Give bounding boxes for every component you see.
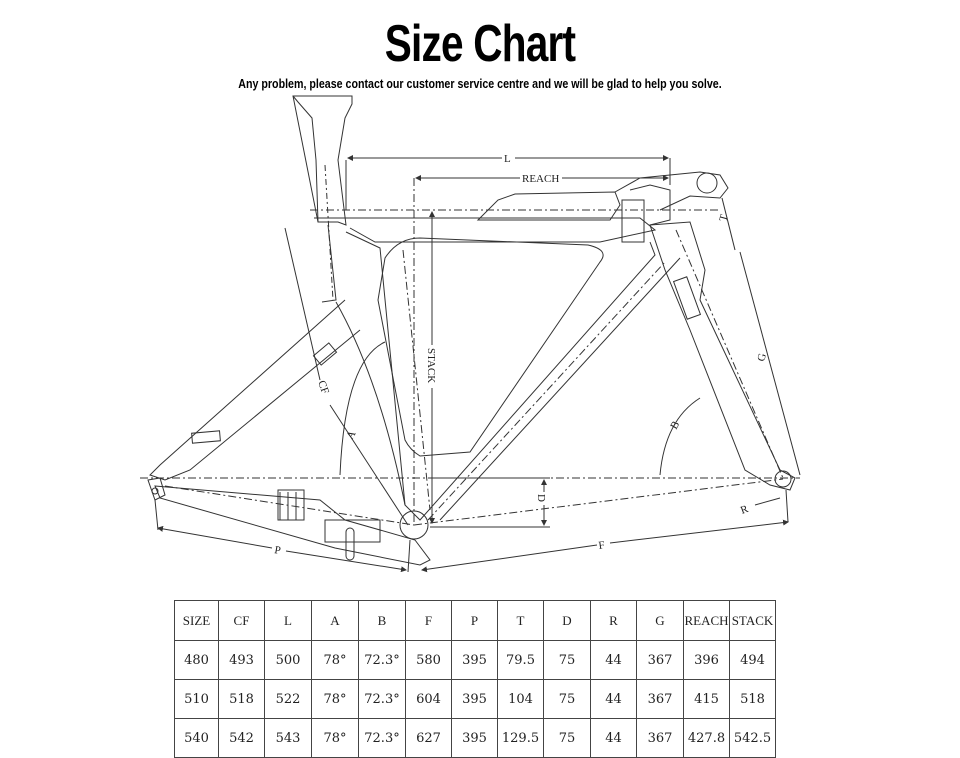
table-row xyxy=(175,641,776,680)
table-cell: 542 xyxy=(219,719,265,758)
page-subtitle: Any problem, please contact our customer service centre and we will be glad to help you solve. xyxy=(238,76,722,91)
table-cell: 510 xyxy=(175,680,219,719)
table-cell: 396 xyxy=(684,641,730,680)
label-reach: REACH xyxy=(522,173,560,185)
table-cell: 104 xyxy=(498,680,544,719)
top-tube xyxy=(314,218,655,242)
table-cell: 395 xyxy=(452,680,498,719)
label-cf: CF xyxy=(315,378,332,396)
label-F: F xyxy=(597,539,606,552)
column-header: B xyxy=(359,601,406,641)
table-cell: 500 xyxy=(265,641,312,680)
label-D: D xyxy=(535,494,547,502)
table-cell: 72.3° xyxy=(359,719,406,758)
column-header: P xyxy=(452,601,498,641)
table-cell: 494 xyxy=(730,641,776,680)
table-cell: 78° xyxy=(312,719,359,758)
column-header: F xyxy=(406,601,452,641)
column-header: A xyxy=(312,601,359,641)
table-cell: 367 xyxy=(637,680,684,719)
table-cell: 493 xyxy=(219,641,265,680)
table-cell: 367 xyxy=(637,641,684,680)
table-cell: 75 xyxy=(544,641,591,680)
table-cell: 395 xyxy=(452,719,498,758)
table-cell: 427.8 xyxy=(684,719,730,758)
column-header: D xyxy=(544,601,591,641)
column-header: R xyxy=(591,601,637,641)
fork xyxy=(650,222,795,490)
table-cell: 79.5 xyxy=(498,641,544,680)
label-L: L xyxy=(504,153,511,165)
label-T: T xyxy=(717,213,731,223)
table-cell: 367 xyxy=(637,719,684,758)
table-cell: 44 xyxy=(591,680,637,719)
table-cell: 395 xyxy=(452,641,498,680)
table-cell: 540 xyxy=(175,719,219,758)
label-P: P xyxy=(273,544,282,558)
page-title: Size Chart xyxy=(384,15,576,73)
table-cell: 72.3° xyxy=(359,680,406,719)
column-header: SIZE xyxy=(175,601,219,641)
table-cell: 44 xyxy=(591,641,637,680)
column-header: G xyxy=(637,601,684,641)
table-cell: 129.5 xyxy=(498,719,544,758)
table-cell: 627 xyxy=(406,719,452,758)
table-cell: 72.3° xyxy=(359,641,406,680)
table-cell: 580 xyxy=(406,641,452,680)
column-header: T xyxy=(498,601,544,641)
label-G: G xyxy=(755,351,769,363)
table-cell: 78° xyxy=(312,680,359,719)
table-row xyxy=(175,680,776,719)
label-R: R xyxy=(738,503,750,517)
seatpost xyxy=(293,96,352,302)
table-cell: 518 xyxy=(730,680,776,719)
size-table xyxy=(174,600,776,758)
table-header-row xyxy=(175,601,776,641)
column-header: L xyxy=(265,601,312,641)
main-triangle xyxy=(346,232,683,520)
table-cell: 522 xyxy=(265,680,312,719)
cockpit xyxy=(478,172,731,242)
column-header: CF xyxy=(219,601,265,641)
table-cell: 44 xyxy=(591,719,637,758)
table-cell: 543 xyxy=(265,719,312,758)
table-cell: 75 xyxy=(544,680,591,719)
table-cell: 78° xyxy=(312,641,359,680)
column-header: REACH xyxy=(684,601,730,641)
label-A: A xyxy=(344,428,359,442)
table-cell: 480 xyxy=(175,641,219,680)
table-cell: 604 xyxy=(406,680,452,719)
column-header: STACK xyxy=(730,601,776,641)
table-cell: 542.5 xyxy=(730,719,776,758)
label-B: B xyxy=(668,419,683,432)
table-cell: 75 xyxy=(544,719,591,758)
label-stack: STACK xyxy=(425,348,437,384)
table-row xyxy=(175,719,776,758)
table-cell: 415 xyxy=(684,680,730,719)
table-cell: 518 xyxy=(219,680,265,719)
seat-stay xyxy=(150,300,405,505)
